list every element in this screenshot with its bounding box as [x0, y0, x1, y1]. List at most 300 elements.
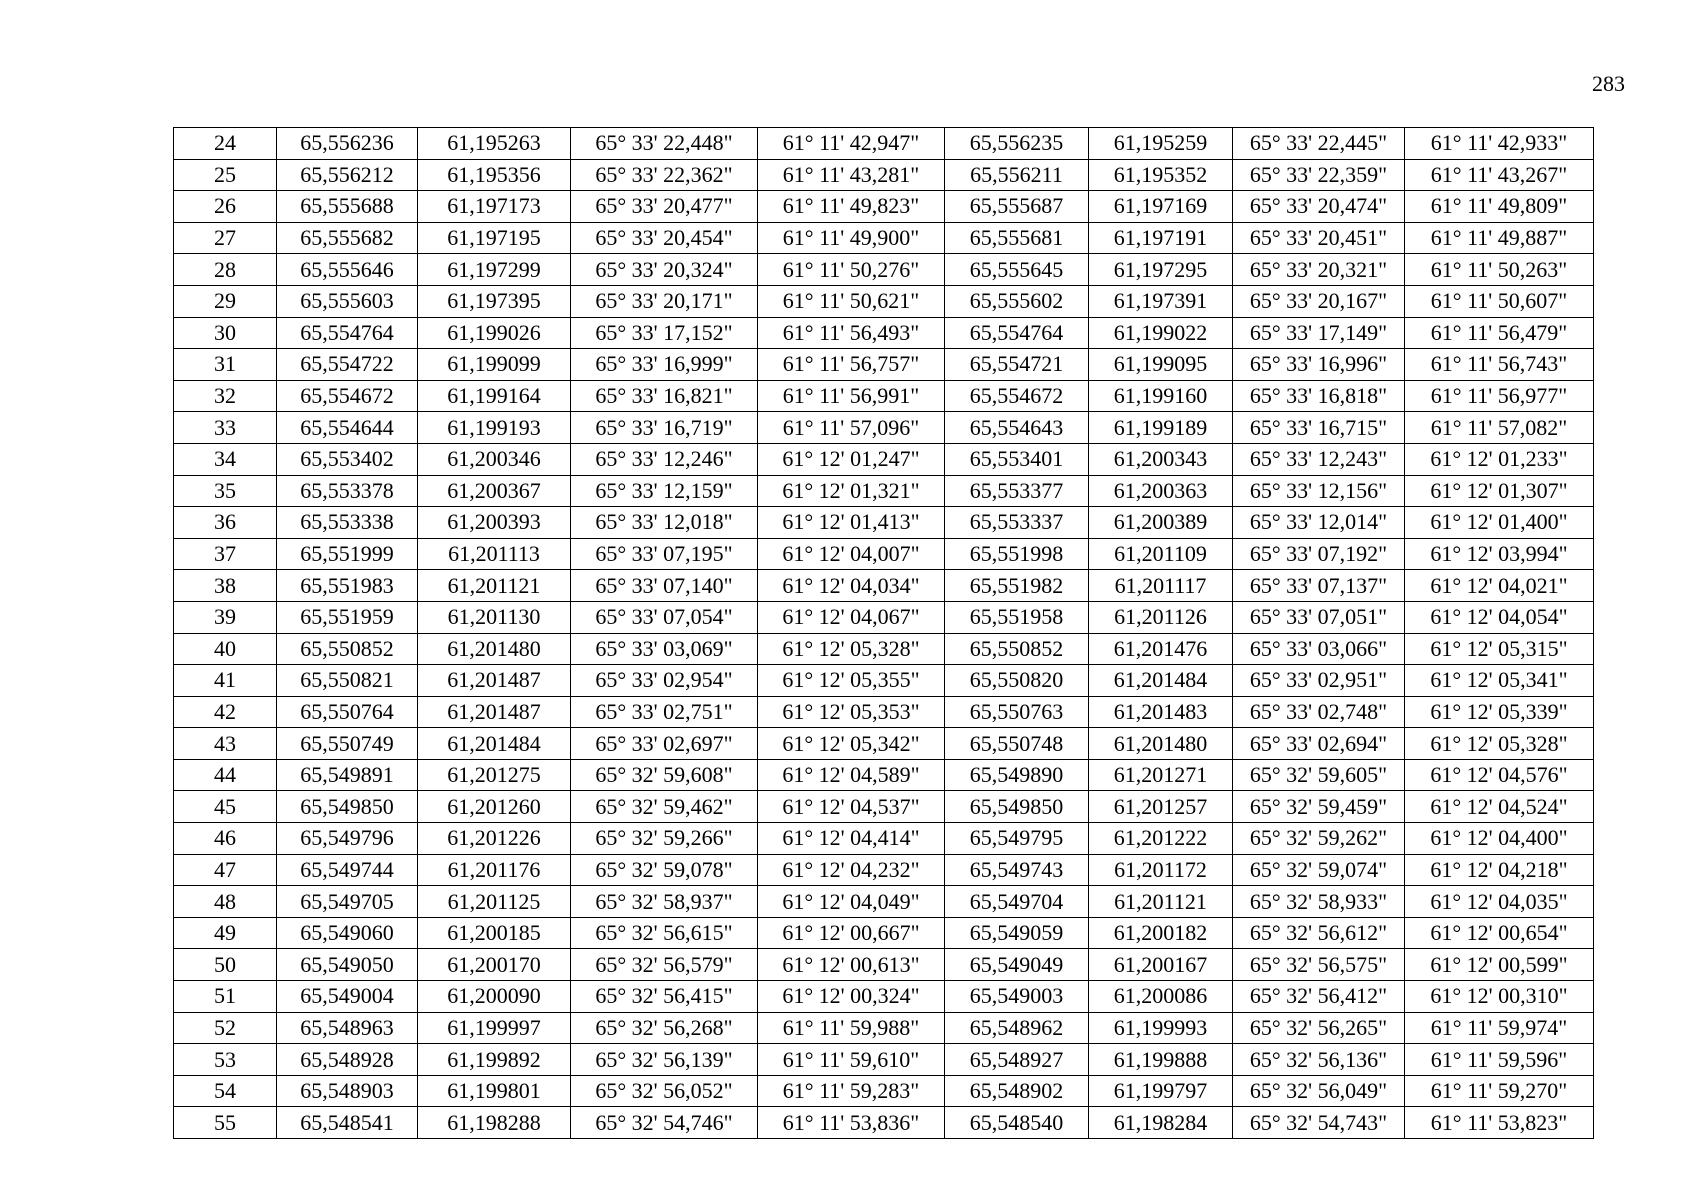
latitude-dms-cell: 65° 33' 02,954" — [571, 665, 758, 697]
latitude-decimal-cell: 65,551959 — [277, 601, 418, 633]
longitude-dms-2-cell: 61° 11' 43,267" — [1405, 159, 1594, 191]
latitude-dms-2-cell: 65° 32' 59,262" — [1233, 823, 1405, 855]
latitude-dms-2-cell: 65° 33' 07,137" — [1233, 570, 1405, 602]
latitude-decimal-cell: 65,548903 — [277, 1075, 418, 1107]
table-row — [174, 949, 1594, 981]
latitude-decimal-cell: 65,550749 — [277, 728, 418, 760]
latitude-decimal-cell: 65,549705 — [277, 886, 418, 918]
table-row — [174, 412, 1594, 444]
longitude-decimal-cell: 61,200346 — [418, 443, 571, 475]
point-number-cell: 42 — [174, 696, 277, 728]
latitude-decimal-cell: 65,555603 — [277, 285, 418, 317]
point-number-cell: 49 — [174, 917, 277, 949]
latitude-decimal-2-cell: 65,550852 — [945, 633, 1089, 665]
longitude-decimal-2-cell: 61,197295 — [1089, 254, 1233, 286]
latitude-dms-2-cell: 65° 32' 59,605" — [1233, 759, 1405, 791]
latitude-dms-2-cell: 65° 32' 59,459" — [1233, 791, 1405, 823]
point-number-cell: 51 — [174, 981, 277, 1013]
latitude-dms-cell: 65° 33' 07,054" — [571, 601, 758, 633]
table-row — [174, 475, 1594, 507]
latitude-decimal-2-cell: 65,555602 — [945, 285, 1089, 317]
longitude-dms-2-cell: 61° 11' 59,974" — [1405, 1012, 1594, 1044]
longitude-decimal-2-cell: 61,199160 — [1089, 380, 1233, 412]
table-row — [174, 696, 1594, 728]
latitude-dms-cell: 65° 32' 59,078" — [571, 854, 758, 886]
longitude-dms-cell: 61° 11' 43,281" — [758, 159, 945, 191]
longitude-decimal-2-cell: 61,201109 — [1089, 538, 1233, 570]
longitude-decimal-cell: 61,199164 — [418, 380, 571, 412]
longitude-dms-2-cell: 61° 11' 59,270" — [1405, 1075, 1594, 1107]
longitude-decimal-2-cell: 61,201172 — [1089, 854, 1233, 886]
table-row — [174, 380, 1594, 412]
latitude-dms-cell: 65° 32' 56,615" — [571, 917, 758, 949]
longitude-decimal-2-cell: 61,195352 — [1089, 159, 1233, 191]
longitude-dms-2-cell: 61° 12' 05,341" — [1405, 665, 1594, 697]
longitude-decimal-cell: 61,199892 — [418, 1044, 571, 1076]
point-number-cell: 50 — [174, 949, 277, 981]
latitude-decimal-cell: 65,548928 — [277, 1044, 418, 1076]
point-number-cell: 24 — [174, 128, 277, 160]
latitude-decimal-2-cell: 65,550748 — [945, 728, 1089, 760]
table-row — [174, 1044, 1594, 1076]
longitude-decimal-cell: 61,201487 — [418, 696, 571, 728]
latitude-decimal-2-cell: 65,549890 — [945, 759, 1089, 791]
latitude-dms-cell: 65° 33' 16,821" — [571, 380, 758, 412]
latitude-dms-cell: 65° 33' 17,152" — [571, 317, 758, 349]
latitude-dms-2-cell: 65° 33' 17,149" — [1233, 317, 1405, 349]
longitude-decimal-cell: 61,198288 — [418, 1107, 571, 1139]
longitude-dms-cell: 61° 12' 04,034" — [758, 570, 945, 602]
latitude-decimal-cell: 65,550821 — [277, 665, 418, 697]
latitude-dms-2-cell: 65° 33' 02,694" — [1233, 728, 1405, 760]
latitude-dms-cell: 65° 33' 12,018" — [571, 507, 758, 539]
longitude-decimal-cell: 61,201121 — [418, 570, 571, 602]
latitude-decimal-cell: 65,550852 — [277, 633, 418, 665]
longitude-decimal-2-cell: 61,200086 — [1089, 981, 1233, 1013]
point-number-cell: 33 — [174, 412, 277, 444]
longitude-dms-2-cell: 61° 12' 04,021" — [1405, 570, 1594, 602]
longitude-decimal-cell: 61,200090 — [418, 981, 571, 1013]
point-number-cell: 55 — [174, 1107, 277, 1139]
latitude-dms-2-cell: 65° 32' 54,743" — [1233, 1107, 1405, 1139]
longitude-decimal-cell: 61,199801 — [418, 1075, 571, 1107]
table-row — [174, 254, 1594, 286]
point-number-cell: 28 — [174, 254, 277, 286]
coordinates-table-body — [174, 128, 1594, 1139]
latitude-decimal-2-cell: 65,550763 — [945, 696, 1089, 728]
longitude-decimal-2-cell: 61,201222 — [1089, 823, 1233, 855]
latitude-decimal-2-cell: 65,553377 — [945, 475, 1089, 507]
latitude-dms-cell: 65° 33' 03,069" — [571, 633, 758, 665]
table-row — [174, 285, 1594, 317]
longitude-dms-cell: 61° 11' 50,276" — [758, 254, 945, 286]
table-row — [174, 128, 1594, 160]
latitude-dms-2-cell: 65° 33' 20,321" — [1233, 254, 1405, 286]
latitude-decimal-2-cell: 65,548902 — [945, 1075, 1089, 1107]
point-number-cell: 47 — [174, 854, 277, 886]
table-row — [174, 443, 1594, 475]
latitude-decimal-cell: 65,556212 — [277, 159, 418, 191]
table-row — [174, 886, 1594, 918]
latitude-dms-cell: 65° 33' 07,140" — [571, 570, 758, 602]
table-row — [174, 854, 1594, 886]
longitude-dms-cell: 61° 12' 05,328" — [758, 633, 945, 665]
latitude-decimal-2-cell: 65,555681 — [945, 222, 1089, 254]
latitude-dms-2-cell: 65° 32' 56,612" — [1233, 917, 1405, 949]
table-row — [174, 1107, 1594, 1139]
point-number-cell: 44 — [174, 759, 277, 791]
longitude-dms-cell: 61° 11' 56,757" — [758, 349, 945, 381]
latitude-decimal-2-cell: 65,549850 — [945, 791, 1089, 823]
latitude-dms-2-cell: 65° 33' 20,167" — [1233, 285, 1405, 317]
latitude-decimal-2-cell: 65,554764 — [945, 317, 1089, 349]
latitude-decimal-2-cell: 65,550820 — [945, 665, 1089, 697]
point-number-cell: 41 — [174, 665, 277, 697]
latitude-decimal-cell: 65,554722 — [277, 349, 418, 381]
coordinates-table — [173, 127, 1594, 1139]
longitude-dms-2-cell: 61° 12' 05,315" — [1405, 633, 1594, 665]
table-row — [174, 981, 1594, 1013]
longitude-decimal-2-cell: 61,200343 — [1089, 443, 1233, 475]
longitude-decimal-cell: 61,197195 — [418, 222, 571, 254]
point-number-cell: 40 — [174, 633, 277, 665]
longitude-dms-2-cell: 61° 11' 56,977" — [1405, 380, 1594, 412]
longitude-decimal-2-cell: 61,195259 — [1089, 128, 1233, 160]
longitude-decimal-2-cell: 61,199993 — [1089, 1012, 1233, 1044]
longitude-dms-cell: 61° 12' 05,353" — [758, 696, 945, 728]
latitude-decimal-cell: 65,549796 — [277, 823, 418, 855]
longitude-decimal-cell: 61,200367 — [418, 475, 571, 507]
latitude-decimal-cell: 65,555682 — [277, 222, 418, 254]
longitude-dms-2-cell: 61° 12' 04,054" — [1405, 601, 1594, 633]
latitude-decimal-cell: 65,549060 — [277, 917, 418, 949]
point-number-cell: 36 — [174, 507, 277, 539]
table-row — [174, 791, 1594, 823]
latitude-decimal-2-cell: 65,549059 — [945, 917, 1089, 949]
latitude-decimal-2-cell: 65,554672 — [945, 380, 1089, 412]
latitude-dms-cell: 65° 32' 56,579" — [571, 949, 758, 981]
latitude-dms-cell: 65° 33' 12,246" — [571, 443, 758, 475]
latitude-decimal-cell: 65,554764 — [277, 317, 418, 349]
longitude-dms-2-cell: 61° 11' 42,933" — [1405, 128, 1594, 160]
longitude-decimal-cell: 61,201487 — [418, 665, 571, 697]
latitude-dms-cell: 65° 32' 59,266" — [571, 823, 758, 855]
latitude-decimal-2-cell: 65,556211 — [945, 159, 1089, 191]
longitude-decimal-cell: 61,201226 — [418, 823, 571, 855]
longitude-decimal-2-cell: 61,201483 — [1089, 696, 1233, 728]
longitude-dms-2-cell: 61° 12' 01,400" — [1405, 507, 1594, 539]
longitude-dms-cell: 61° 12' 01,247" — [758, 443, 945, 475]
longitude-decimal-cell: 61,195263 — [418, 128, 571, 160]
longitude-decimal-2-cell: 61,198284 — [1089, 1107, 1233, 1139]
point-number-cell: 26 — [174, 191, 277, 223]
latitude-dms-2-cell: 65° 33' 07,051" — [1233, 601, 1405, 633]
page-number: 283 — [1592, 71, 1625, 96]
longitude-decimal-2-cell: 61,200389 — [1089, 507, 1233, 539]
longitude-decimal-cell: 61,201480 — [418, 633, 571, 665]
latitude-decimal-cell: 65,549891 — [277, 759, 418, 791]
longitude-decimal-cell: 61,201260 — [418, 791, 571, 823]
latitude-dms-cell: 65° 33' 16,999" — [571, 349, 758, 381]
longitude-dms-2-cell: 61° 11' 56,479" — [1405, 317, 1594, 349]
longitude-dms-2-cell: 61° 12' 01,233" — [1405, 443, 1594, 475]
table-row — [174, 191, 1594, 223]
point-number-cell: 48 — [174, 886, 277, 918]
latitude-dms-2-cell: 65° 33' 12,243" — [1233, 443, 1405, 475]
longitude-decimal-2-cell: 61,199095 — [1089, 349, 1233, 381]
latitude-dms-cell: 65° 32' 58,937" — [571, 886, 758, 918]
longitude-dms-2-cell: 61° 11' 50,607" — [1405, 285, 1594, 317]
latitude-dms-cell: 65° 33' 02,697" — [571, 728, 758, 760]
latitude-dms-2-cell: 65° 33' 16,818" — [1233, 380, 1405, 412]
longitude-decimal-cell: 61,201275 — [418, 759, 571, 791]
table-row — [174, 633, 1594, 665]
latitude-decimal-cell: 65,551983 — [277, 570, 418, 602]
latitude-dms-cell: 65° 32' 59,462" — [571, 791, 758, 823]
latitude-decimal-2-cell: 65,549743 — [945, 854, 1089, 886]
latitude-dms-2-cell: 65° 33' 16,996" — [1233, 349, 1405, 381]
longitude-decimal-2-cell: 61,199022 — [1089, 317, 1233, 349]
latitude-decimal-2-cell: 65,549795 — [945, 823, 1089, 855]
latitude-decimal-cell: 65,553338 — [277, 507, 418, 539]
longitude-dms-cell: 61° 12' 04,589" — [758, 759, 945, 791]
longitude-decimal-cell: 61,201125 — [418, 886, 571, 918]
latitude-dms-cell: 65° 32' 54,746" — [571, 1107, 758, 1139]
latitude-dms-2-cell: 65° 33' 16,715" — [1233, 412, 1405, 444]
longitude-decimal-cell: 61,201176 — [418, 854, 571, 886]
latitude-decimal-2-cell: 65,556235 — [945, 128, 1089, 160]
longitude-dms-2-cell: 61° 12' 05,328" — [1405, 728, 1594, 760]
longitude-dms-cell: 61° 12' 05,355" — [758, 665, 945, 697]
longitude-dms-cell: 61° 11' 49,900" — [758, 222, 945, 254]
point-number-cell: 52 — [174, 1012, 277, 1044]
longitude-decimal-cell: 61,199026 — [418, 317, 571, 349]
longitude-dms-cell: 61° 12' 04,537" — [758, 791, 945, 823]
longitude-decimal-2-cell: 61,201480 — [1089, 728, 1233, 760]
latitude-decimal-2-cell: 65,553337 — [945, 507, 1089, 539]
table-row — [174, 317, 1594, 349]
longitude-dms-cell: 61° 12' 04,007" — [758, 538, 945, 570]
longitude-dms-2-cell: 61° 11' 56,743" — [1405, 349, 1594, 381]
point-number-cell: 34 — [174, 443, 277, 475]
latitude-dms-2-cell: 65° 32' 56,575" — [1233, 949, 1405, 981]
latitude-dms-2-cell: 65° 33' 12,156" — [1233, 475, 1405, 507]
table-row — [174, 538, 1594, 570]
table-row — [174, 917, 1594, 949]
longitude-dms-2-cell: 61° 12' 00,654" — [1405, 917, 1594, 949]
latitude-decimal-2-cell: 65,549049 — [945, 949, 1089, 981]
point-number-cell: 27 — [174, 222, 277, 254]
longitude-decimal-cell: 61,199193 — [418, 412, 571, 444]
longitude-dms-cell: 61° 12' 00,613" — [758, 949, 945, 981]
longitude-dms-2-cell: 61° 12' 00,310" — [1405, 981, 1594, 1013]
longitude-decimal-2-cell: 61,199189 — [1089, 412, 1233, 444]
latitude-decimal-2-cell: 65,548927 — [945, 1044, 1089, 1076]
longitude-dms-2-cell: 61° 12' 04,524" — [1405, 791, 1594, 823]
longitude-dms-cell: 61° 11' 49,823" — [758, 191, 945, 223]
latitude-decimal-cell: 65,554672 — [277, 380, 418, 412]
latitude-decimal-2-cell: 65,549704 — [945, 886, 1089, 918]
latitude-dms-cell: 65° 33' 07,195" — [571, 538, 758, 570]
longitude-dms-cell: 61° 11' 53,836" — [758, 1107, 945, 1139]
table-row — [174, 1075, 1594, 1107]
point-number-cell: 46 — [174, 823, 277, 855]
longitude-decimal-2-cell: 61,201117 — [1089, 570, 1233, 602]
longitude-dms-cell: 61° 11' 42,947" — [758, 128, 945, 160]
latitude-dms-cell: 65° 33' 16,719" — [571, 412, 758, 444]
table-row — [174, 159, 1594, 191]
longitude-decimal-2-cell: 61,200182 — [1089, 917, 1233, 949]
table-row — [174, 570, 1594, 602]
longitude-decimal-2-cell: 61,201271 — [1089, 759, 1233, 791]
point-number-cell: 45 — [174, 791, 277, 823]
longitude-dms-cell: 61° 12' 04,414" — [758, 823, 945, 855]
longitude-decimal-2-cell: 61,201484 — [1089, 665, 1233, 697]
longitude-dms-cell: 61° 11' 56,991" — [758, 380, 945, 412]
table-row — [174, 601, 1594, 633]
longitude-decimal-cell: 61,199997 — [418, 1012, 571, 1044]
table-row — [174, 1012, 1594, 1044]
longitude-dms-cell: 61° 12' 01,413" — [758, 507, 945, 539]
latitude-decimal-2-cell: 65,551982 — [945, 570, 1089, 602]
longitude-dms-2-cell: 61° 12' 04,218" — [1405, 854, 1594, 886]
longitude-dms-2-cell: 61° 12' 03,994" — [1405, 538, 1594, 570]
latitude-dms-2-cell: 65° 33' 02,951" — [1233, 665, 1405, 697]
latitude-dms-cell: 65° 33' 20,324" — [571, 254, 758, 286]
longitude-decimal-2-cell: 61,200363 — [1089, 475, 1233, 507]
latitude-decimal-cell: 65,549744 — [277, 854, 418, 886]
latitude-dms-cell: 65° 33' 22,448" — [571, 128, 758, 160]
point-number-cell: 32 — [174, 380, 277, 412]
point-number-cell: 37 — [174, 538, 277, 570]
latitude-dms-cell: 65° 33' 20,171" — [571, 285, 758, 317]
longitude-dms-cell: 61° 11' 57,096" — [758, 412, 945, 444]
longitude-dms-2-cell: 61° 12' 04,576" — [1405, 759, 1594, 791]
longitude-decimal-cell: 61,201130 — [418, 601, 571, 633]
point-number-cell: 25 — [174, 159, 277, 191]
latitude-dms-cell: 65° 32' 56,139" — [571, 1044, 758, 1076]
longitude-decimal-2-cell: 61,201121 — [1089, 886, 1233, 918]
longitude-decimal-2-cell: 61,197391 — [1089, 285, 1233, 317]
longitude-decimal-2-cell: 61,197169 — [1089, 191, 1233, 223]
longitude-decimal-cell: 61,201484 — [418, 728, 571, 760]
point-number-cell: 29 — [174, 285, 277, 317]
latitude-decimal-cell: 65,554644 — [277, 412, 418, 444]
latitude-decimal-2-cell: 65,555645 — [945, 254, 1089, 286]
longitude-dms-cell: 61° 11' 59,610" — [758, 1044, 945, 1076]
longitude-dms-cell: 61° 11' 59,283" — [758, 1075, 945, 1107]
latitude-dms-2-cell: 65° 33' 03,066" — [1233, 633, 1405, 665]
longitude-dms-2-cell: 61° 12' 04,035" — [1405, 886, 1594, 918]
longitude-dms-2-cell: 61° 11' 49,887" — [1405, 222, 1594, 254]
latitude-dms-cell: 65° 32' 56,268" — [571, 1012, 758, 1044]
table-row — [174, 823, 1594, 855]
latitude-decimal-2-cell: 65,551998 — [945, 538, 1089, 570]
latitude-dms-cell: 65° 33' 20,477" — [571, 191, 758, 223]
longitude-dms-cell: 61° 11' 56,493" — [758, 317, 945, 349]
latitude-dms-cell: 65° 32' 59,608" — [571, 759, 758, 791]
longitude-decimal-cell: 61,201113 — [418, 538, 571, 570]
latitude-dms-2-cell: 65° 32' 58,933" — [1233, 886, 1405, 918]
longitude-decimal-cell: 61,195356 — [418, 159, 571, 191]
latitude-dms-2-cell: 65° 33' 07,192" — [1233, 538, 1405, 570]
longitude-dms-cell: 61° 12' 01,321" — [758, 475, 945, 507]
table-row — [174, 507, 1594, 539]
longitude-dms-cell: 61° 12' 04,232" — [758, 854, 945, 886]
latitude-dms-2-cell: 65° 32' 56,049" — [1233, 1075, 1405, 1107]
longitude-dms-cell: 61° 11' 50,621" — [758, 285, 945, 317]
longitude-dms-2-cell: 61° 11' 50,263" — [1405, 254, 1594, 286]
point-number-cell: 31 — [174, 349, 277, 381]
point-number-cell: 43 — [174, 728, 277, 760]
longitude-dms-2-cell: 61° 12' 00,599" — [1405, 949, 1594, 981]
longitude-decimal-2-cell: 61,197191 — [1089, 222, 1233, 254]
longitude-decimal-cell: 61,200185 — [418, 917, 571, 949]
latitude-decimal-cell: 65,553402 — [277, 443, 418, 475]
latitude-dms-cell: 65° 32' 56,052" — [571, 1075, 758, 1107]
longitude-dms-2-cell: 61° 12' 04,400" — [1405, 823, 1594, 855]
latitude-dms-2-cell: 65° 32' 56,265" — [1233, 1012, 1405, 1044]
latitude-dms-cell: 65° 33' 02,751" — [571, 696, 758, 728]
latitude-dms-cell: 65° 33' 20,454" — [571, 222, 758, 254]
longitude-decimal-cell: 61,197395 — [418, 285, 571, 317]
latitude-decimal-2-cell: 65,548540 — [945, 1107, 1089, 1139]
latitude-dms-2-cell: 65° 32' 59,074" — [1233, 854, 1405, 886]
latitude-dms-cell: 65° 33' 22,362" — [571, 159, 758, 191]
point-number-cell: 54 — [174, 1075, 277, 1107]
longitude-dms-2-cell: 61° 11' 57,082" — [1405, 412, 1594, 444]
latitude-dms-cell: 65° 32' 56,415" — [571, 981, 758, 1013]
latitude-decimal-cell: 65,555646 — [277, 254, 418, 286]
point-number-cell: 53 — [174, 1044, 277, 1076]
latitude-decimal-2-cell: 65,553401 — [945, 443, 1089, 475]
latitude-decimal-cell: 65,549050 — [277, 949, 418, 981]
table-row — [174, 222, 1594, 254]
table-row — [174, 759, 1594, 791]
longitude-decimal-2-cell: 61,199888 — [1089, 1044, 1233, 1076]
longitude-decimal-2-cell: 61,201257 — [1089, 791, 1233, 823]
latitude-decimal-cell: 65,548541 — [277, 1107, 418, 1139]
point-number-cell: 38 — [174, 570, 277, 602]
latitude-dms-2-cell: 65° 33' 02,748" — [1233, 696, 1405, 728]
longitude-dms-2-cell: 61° 11' 53,823" — [1405, 1107, 1594, 1139]
latitude-decimal-2-cell: 65,548962 — [945, 1012, 1089, 1044]
latitude-dms-2-cell: 65° 33' 22,445" — [1233, 128, 1405, 160]
latitude-decimal-2-cell: 65,555687 — [945, 191, 1089, 223]
longitude-decimal-cell: 61,197299 — [418, 254, 571, 286]
latitude-dms-2-cell: 65° 32' 56,412" — [1233, 981, 1405, 1013]
latitude-dms-2-cell: 65° 33' 22,359" — [1233, 159, 1405, 191]
table-row — [174, 349, 1594, 381]
point-number-cell: 35 — [174, 475, 277, 507]
latitude-decimal-2-cell: 65,549003 — [945, 981, 1089, 1013]
latitude-dms-2-cell: 65° 33' 12,014" — [1233, 507, 1405, 539]
latitude-decimal-2-cell: 65,551958 — [945, 601, 1089, 633]
longitude-dms-2-cell: 61° 11' 49,809" — [1405, 191, 1594, 223]
longitude-decimal-2-cell: 61,201476 — [1089, 633, 1233, 665]
latitude-decimal-cell: 65,549850 — [277, 791, 418, 823]
longitude-dms-cell: 61° 12' 04,049" — [758, 886, 945, 918]
longitude-dms-cell: 61° 12' 00,667" — [758, 917, 945, 949]
longitude-dms-cell: 61° 12' 04,067" — [758, 601, 945, 633]
point-number-cell: 39 — [174, 601, 277, 633]
latitude-decimal-cell: 65,549004 — [277, 981, 418, 1013]
table-row — [174, 728, 1594, 760]
longitude-dms-2-cell: 61° 11' 59,596" — [1405, 1044, 1594, 1076]
longitude-dms-cell: 61° 12' 00,324" — [758, 981, 945, 1013]
latitude-dms-2-cell: 65° 33' 20,451" — [1233, 222, 1405, 254]
longitude-dms-cell: 61° 11' 59,988" — [758, 1012, 945, 1044]
